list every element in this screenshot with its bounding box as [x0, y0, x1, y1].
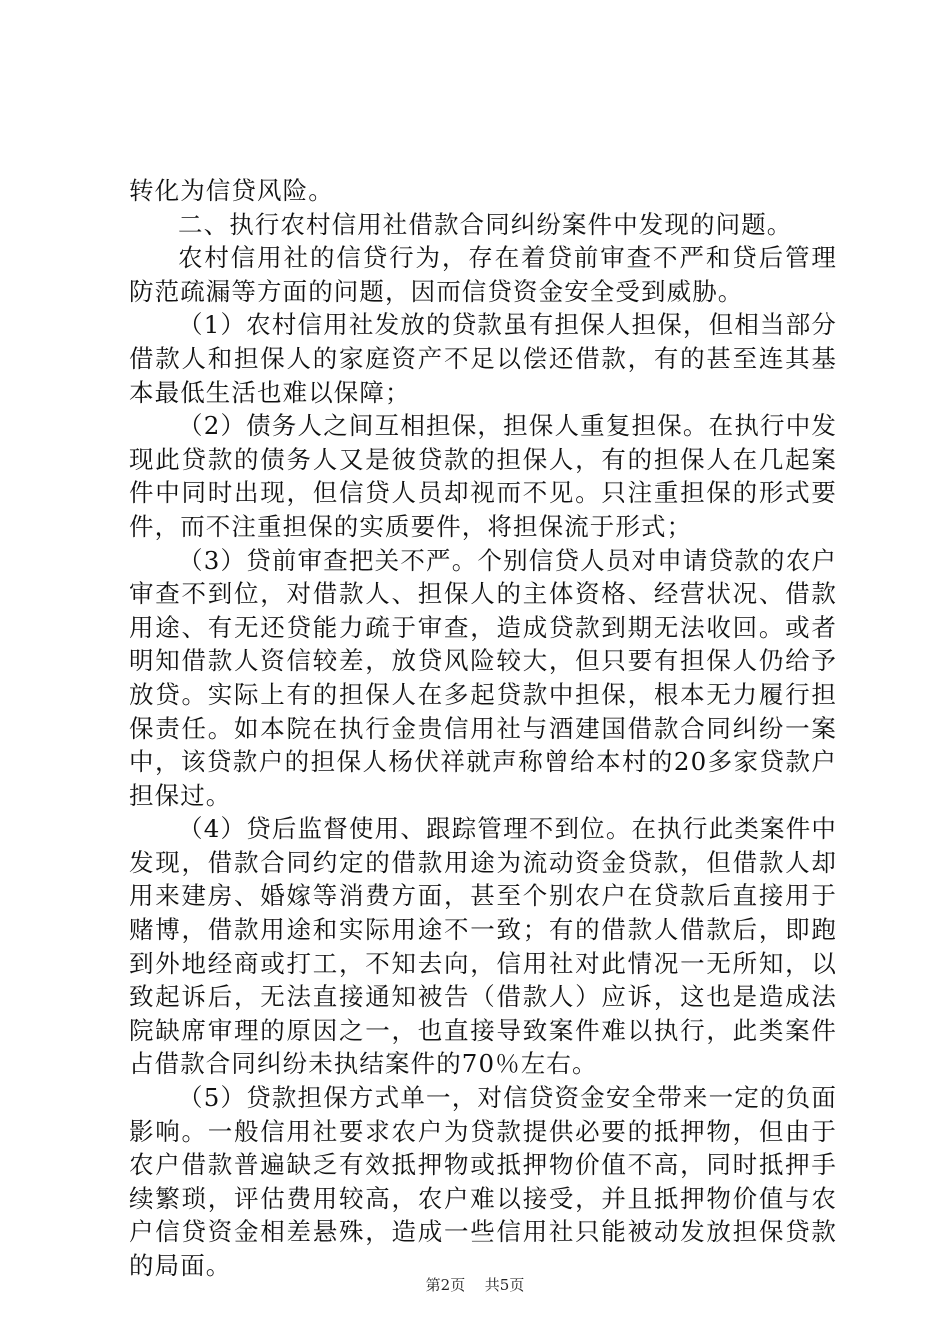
- total-pages: 共5页: [484, 1276, 525, 1294]
- paragraph-continuation: 转化为信贷风险。: [129, 176, 334, 205]
- paragraph-intro: 农村信用社的信贷行为，存在着贷前审查不严和贷后管理防范疏漏等方面的问题，因而信贷资金安全受到威胁。: [129, 243, 837, 306]
- document-body: [129, 174, 837, 1283]
- paragraph-item-4: （4）贷后监督使用、跟踪管理不到位。在执行此类案件中发现，借款合同约定的借款用途为流动资金贷款，但借款人却用来建房、婚嫁等消费方面，甚至个别农户在贷款后直接用于赌博，借款用途和实际用途不一致；有的借款人借款后，即跑到外地经商或打工，不知去向，信用社对此情况一无所知，以致起诉后，无法直接通知被告（借款人）应诉，这也是造成法院缺席审理的原因之一，也直接导致案件难以执行，此类案件占借款合同纠纷未执结案件的70％左右。: [129, 814, 837, 1079]
- paragraph-item-1: （1）农村信用社发放的贷款虽有担保人担保，但相当部分借款人和担保人的家庭资产不足以偿还借款，有的甚至连其基本最低生活也难以保障；: [129, 310, 837, 407]
- page-footer: [0, 1274, 950, 1295]
- page-number: 第2页: [425, 1276, 466, 1294]
- paragraph-item-3: （3）贷前审查把关不严。个别信贷人员对申请贷款的农户审查不到位，对借款人、担保人的主体资格、经营状况、借款用途、有无还贷能力疏于审查，造成贷款到期无法收回。或者明知借款人资信较差，放贷风险较大，但只要有担保人仍给予放贷。实际上有的担保人在多起贷款中担保，根本无力履行担保责任。如本院在执行金贵信用社与酒建国借款合同纠纷一案中，该贷款户的担保人杨伏祥就声称曾给本村的20多家贷款户担保过。: [129, 545, 837, 810]
- paragraph-item-5: （5）贷款担保方式单一，对信贷资金安全带来一定的负面影响。一般信用社要求农户为贷款提供必要的抵押物，但由于农户借款普遍缺乏有效抵押物或抵押物价值不高，同时抵押手续繁琐，评估费用较高，农户难以接受，并且抵押物价值与农户信贷资金相差悬殊，造成一些信用社只能被动发放担保贷款的局面。: [129, 1083, 837, 1280]
- section-heading: 二、执行农村信用社借款合同纠纷案件中发现的问题。: [178, 209, 793, 239]
- paragraph-item-2: （2）债务人之间互相担保，担保人重复担保。在执行中发现此贷款的债务人又是彼贷款的担保人，有的担保人在几起案件中同时出现，但信贷人员却视而不见。只注重担保的形式要件，而不注重担保的实质要件，将担保流于形式；: [129, 411, 837, 541]
